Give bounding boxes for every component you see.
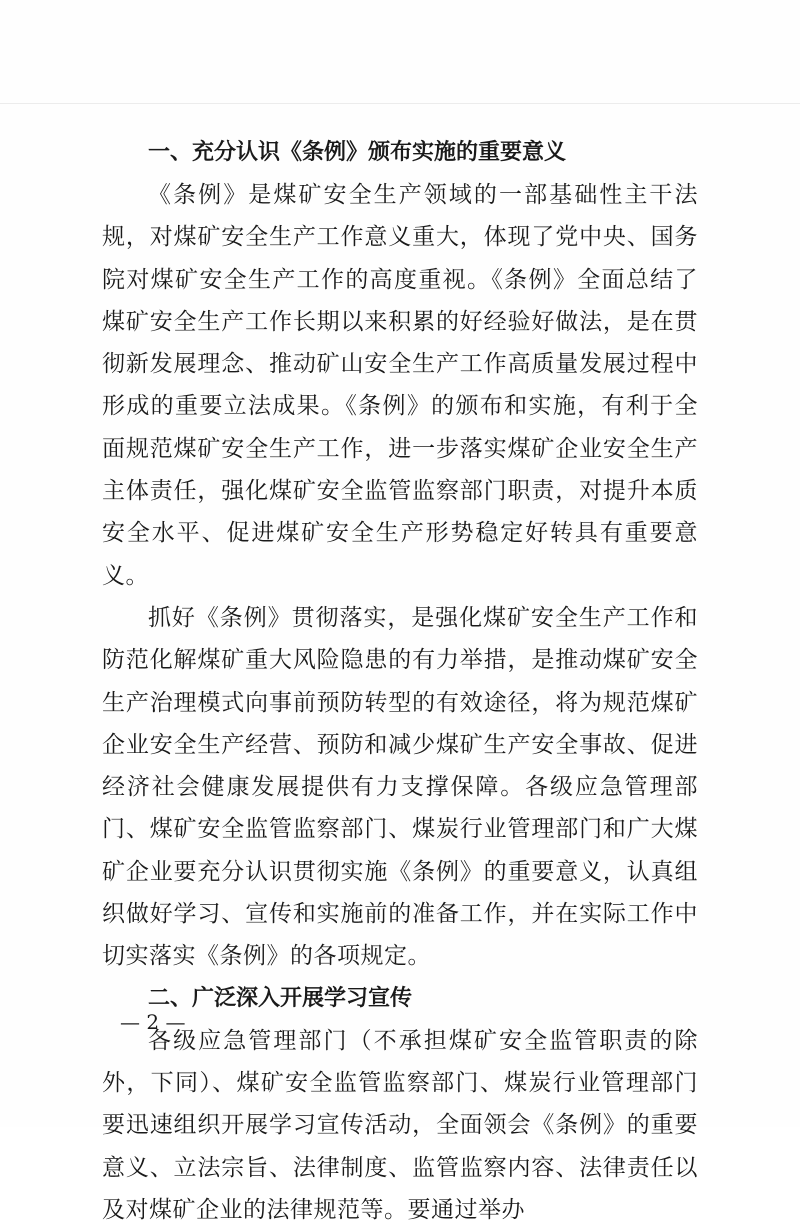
section-1-paragraph-1: 《条例》是煤矿安全生产领域的一部基础性主干法规，对煤矿安全生产工作意义重大，体现了党中央、国务院对煤矿安全生产工作的高度重视。《条例》全面总结了煤矿安全生产工作长期以来积累的好经验好做法，是在贯彻新发展理念、推动矿山安全生产工作高质量发展过程中形成的重要立法成果。《条例》的颁布和实施，有利于全面规范煤矿安全生产工作，进一步落实煤矿企业安全生产主体责任，强化煤矿安全监管监察部门职责，对提升本质安全水平、促进煤矿安全生产形势稳定好转具有重要意义。 xyxy=(102,182,698,589)
top-divider xyxy=(0,103,800,104)
document-body xyxy=(102,132,698,1231)
section-2-paragraph-1: 各级应急管理部门（不承担煤矿安全监管职责的除外，下同）、煤矿安全监管监察部门、煤炭行业管理部门要迅速组织开展学习宣传活动，全面领会《条例》的重要意义、立法宗旨、法律制度、监管监察内容、法律责任以及对煤矿企业的法律规范等。要通过举办 xyxy=(102,1027,698,1223)
page-number: — 2 — xyxy=(120,1010,186,1034)
section-heading-2: 二、广泛深入开展学习宣传 xyxy=(148,985,413,1011)
section-1-paragraph-2: 抓好《条例》贯彻落实，是强化煤矿安全生产工作和防范化解煤矿重大风险隐患的有力举措，是推动煤矿安全生产治理模式向事前预防转型的有效途径，将为规范煤矿企业安全生产经营、预防和减少煤矿生产安全事故、促进经济社会健康发展提供有力支撑保障。各级应急管理部门、煤矿安全监管监察部门、煤炭行业管理部门和广大煤矿企业要充分认识贯彻实施《条例》的重要意义，认真组织做好学习、宣传和实施前的准备工作，并在实际工作中切实落实《条例》的各项规定。 xyxy=(102,604,698,970)
section-heading-1: 一、充分认识《条例》颁布实施的重要意义 xyxy=(148,140,567,165)
